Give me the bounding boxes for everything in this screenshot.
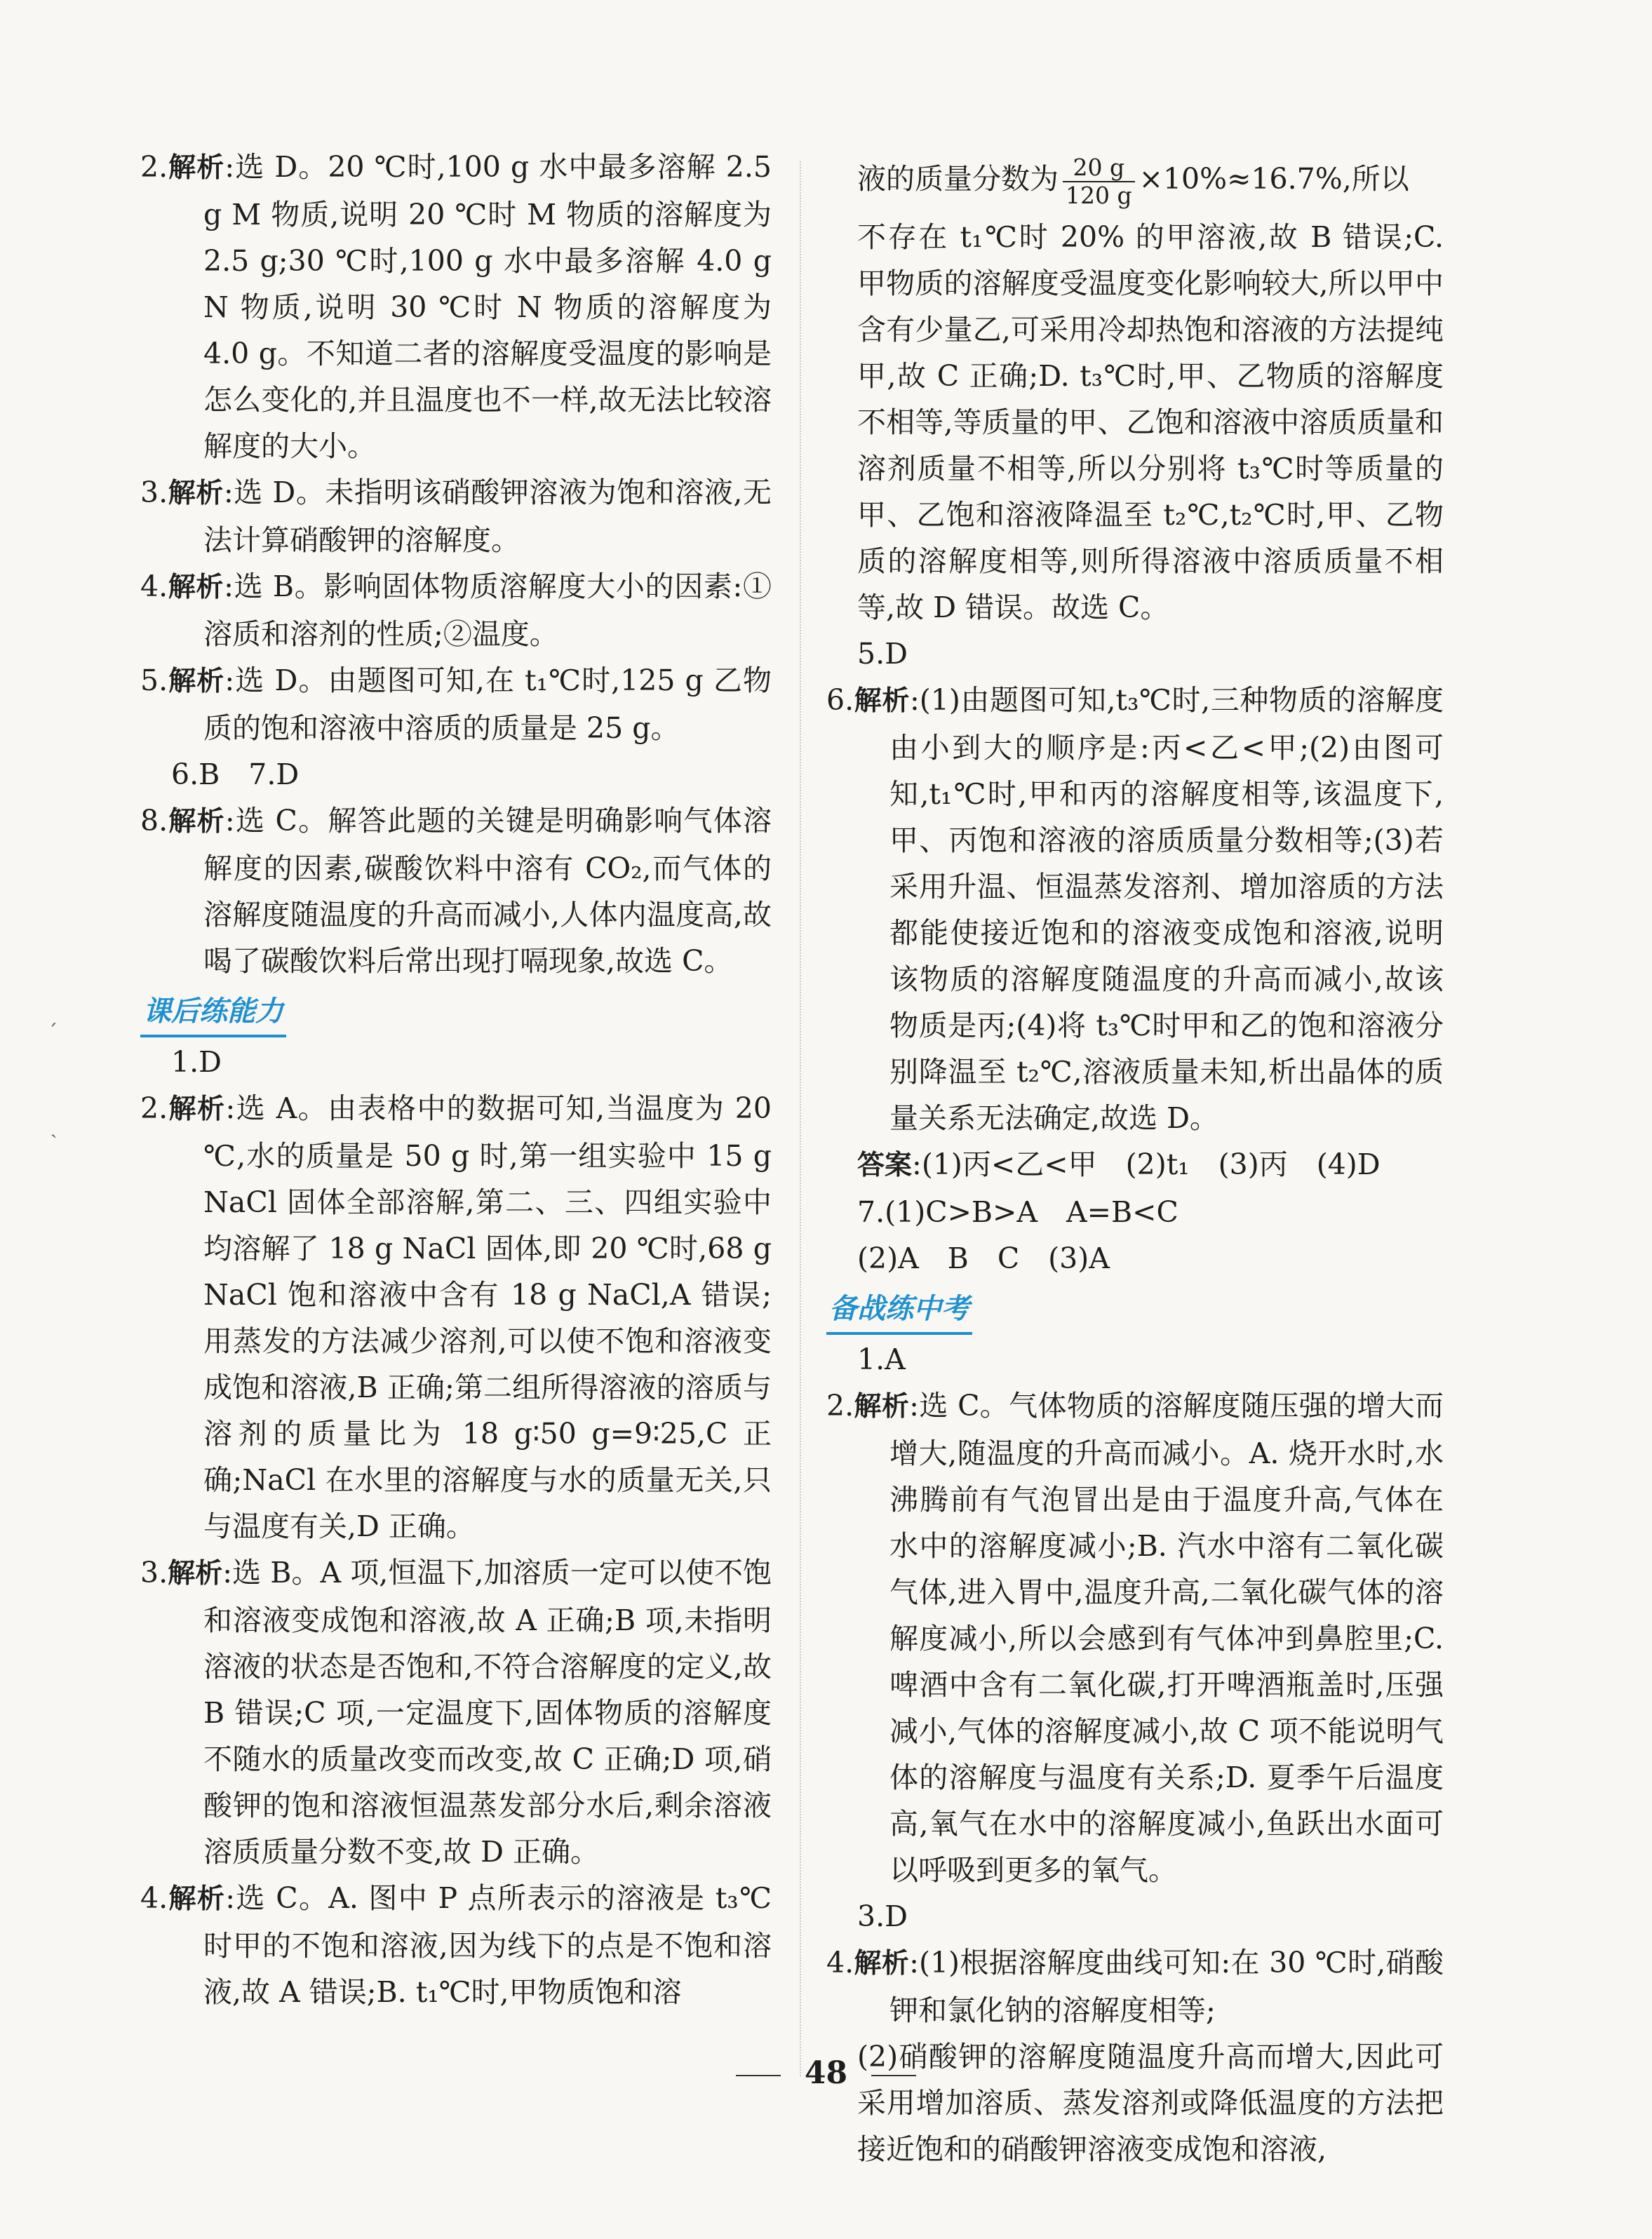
item-text: (1)由题图可知,t₃℃时,三种物质的溶解度由小到大的顺序是:丙<乙<甲;(2)由图可知,t₁℃时,甲和丙的溶解度相等,该温度下,甲、丙饱和溶液的溶质质量分数相等;(3)若采用升温、恒温蒸发溶剂、增加溶质的方法都能使接近饱和的溶液变成饱和溶液,说明该物质的溶解度随温度的升高而减小,故该物质是丙;(4)将 t₃℃时甲和乙的饱和溶液分别降温至 t₂℃,溶液质量未知,析出晶体的质量关系无法确定,故选 D。	[889, 683, 1444, 1135]
answer-item	[140, 1085, 772, 1549]
answer-line: 3.D	[857, 1900, 908, 1933]
label-separator: :	[909, 1946, 919, 1979]
answer-item	[826, 677, 1444, 1141]
answer-item	[140, 563, 772, 657]
label-separator: :	[224, 804, 235, 838]
item-text: 选 B。A 项,恒温下,加溶质一定可以使不饱和溶液变成饱和溶液,故 A 正确;B 项,未指明溶液的状态是否饱和,不符合溶解度的定义,故 B 错误;C 项,一定温度下,固体物质的溶解度不随水的质量改变而改变,故 C 正确;D 项,硝酸钾的饱和溶液恒温蒸发部分水后,剩余溶液溶质质量分数不变,故 D 正确。	[203, 1556, 772, 1869]
item-number: 3.	[140, 1556, 168, 1589]
label-separator: :	[223, 476, 234, 509]
item-number: 8.	[140, 804, 168, 838]
label-separator: :	[912, 1148, 922, 1181]
continued-text: 不存在 t₁℃时 20% 的甲溶液,故 B 错误;C. 甲物质的溶解度受温度变化影响较大,所以甲中含有少量乙,可采用冷却热饱和溶液的方法提纯甲,故 C 正确;D. t₃℃时,甲、乙物质的溶解度不相等,等质量的甲、乙饱和溶液中溶质质量和溶剂质量不相等,所以分别将 t₃℃时等质量的甲、乙饱和溶液降温至 t₂℃,t₂℃时,甲、乙物质的溶解度相等,则所得溶液中溶质质量不相等,故 D 错误。故选 C。	[857, 220, 1444, 624]
page-number-footer	[0, 2055, 1652, 2091]
answer-line: 5.D	[857, 637, 908, 671]
column-divider	[800, 161, 801, 2076]
item-label: 解析	[854, 1391, 910, 1423]
answer-line: 1.A	[857, 1343, 906, 1376]
item-label: 解析	[168, 1094, 226, 1125]
answer-item	[140, 1875, 772, 2015]
section-heading-wrap	[140, 984, 772, 1039]
item-text: 选 B。影响固体物质溶解度大小的因素:①溶质和溶剂的性质;②温度。	[203, 570, 772, 651]
item-number: 2.	[140, 1091, 168, 1125]
item-label: 解析	[168, 152, 225, 184]
item-number: 2.	[140, 150, 168, 184]
answer-item	[140, 798, 772, 984]
right-column	[826, 144, 1444, 2172]
answer-item	[140, 469, 772, 563]
page-number: 48	[804, 2055, 848, 2091]
item-number: 5.	[140, 664, 168, 697]
item-label: 解析	[168, 1883, 226, 1915]
answer-item	[140, 657, 772, 751]
item-text: 选 C。解答此题的关键是明确影响气体溶解度的因素,碳酸饮料中溶有 CO₂,而气体的溶解度随温度的升高而减小,人体内温度高,故喝了碳酸饮料后常出现打嗝现象,故选 C。	[203, 804, 772, 978]
label-separator: :	[909, 1389, 919, 1423]
final-answer	[826, 1141, 1444, 1189]
margin-mark: ˏ	[51, 1115, 58, 1138]
fraction-numerator: 20 g	[1063, 154, 1135, 182]
fraction-denominator: 120 g	[1066, 181, 1132, 209]
answer-label: 答案	[857, 1150, 913, 1181]
label-separator: :	[909, 683, 920, 717]
label-separator: :	[225, 1091, 236, 1125]
answer-text: (1)丙<乙<甲 (2)t₁ (3)丙 (4)D	[921, 1148, 1381, 1181]
label-separator: :	[222, 1556, 233, 1589]
fraction-line	[826, 144, 1444, 214]
section-heading: 课后练能力	[140, 988, 286, 1037]
item-text: 选 A。由表格中的数据可知,当温度为 20 ℃,水的质量是 50 g 时,第一组实验中 15 g NaCl 固体全部溶解,第二、三、四组实验中均溶解了 18 g NaCl 固体,即 20 ℃时,68 g NaCl 饱和溶液中含有 18 g NaCl,A 错误;用蒸发的方法减少溶剂,可以使不饱和溶液变成饱和溶液,B 正确;第二组所得溶液的溶质与溶剂的质量比为 18 g∶50 g=9∶25,C 正确;NaCl 在水里的溶解度与水的质量无关,只与温度有关,D 正确。	[203, 1091, 772, 1543]
item-label: 解析	[168, 1558, 223, 1589]
item-text: 选 C。气体物质的溶解度随压强的增大而增大,随温度的升高而减小。A. 烧开水时,水沸腾前有气泡冒出是由于温度升高,气体在水中的溶解度减小;B. 汽水中溶有二氧化碳气体,进入胃中,温度升高,二氧化碳气体的溶解度减小,所以会感到有气体冲到鼻腔里;C. 啤酒中含有二氧化碳,打开啤酒瓶盖时,压强减小,气体的溶解度减小,故 C 项不能说明气体的溶解度与温度有关系;D. 夏季午后温度高,氧气在水中的溶解度减小,鱼跃出水面可以呼吸到更多的氧气。	[889, 1389, 1444, 1887]
answer-item	[826, 1383, 1444, 1893]
item-number: 3.	[140, 476, 168, 509]
answer-item	[140, 1549, 772, 1875]
continued-text: (2)A B C (3)A	[857, 1242, 1110, 1275]
item-number: 4.	[140, 1881, 168, 1915]
continued-text: (2)硝酸钾的溶解度随温度升高而增大,因此可采用增加溶质、蒸发溶剂或降低温度的方法把接近饱和的硝酸钾溶液变成饱和溶液,	[857, 2040, 1444, 2166]
item-label: 解析	[168, 806, 225, 838]
label-separator: :	[224, 664, 235, 697]
item-text: 选 D。未指明该硝酸钾溶液为饱和溶液,无法计算硝酸钾的溶解度。	[203, 476, 772, 557]
item-label: 解析	[168, 572, 224, 603]
item-label: 解析	[854, 685, 910, 717]
margin-mark: ˊ	[48, 1021, 58, 1044]
item-text: 选 C。A. 图中 P 点所表示的溶液是 t₃℃时甲的不饱和溶液,因为线下的点是不饱和溶液,故 A 错误;B. t₁℃时,甲物质饱和溶	[203, 1881, 772, 2009]
item-number: 4.	[140, 570, 168, 603]
item-text: 选 D。由题图可知,在 t₁℃时,125 g 乙物质的饱和溶液中溶质的质量是 25 g。	[203, 664, 772, 745]
answer-item	[140, 144, 772, 469]
text-before-fraction: 液的质量分数为	[857, 162, 1059, 196]
footer-dash-left	[736, 2075, 781, 2076]
answer-item	[826, 1939, 1444, 2033]
item-number: 4.	[826, 1946, 854, 1979]
label-separator: :	[225, 1881, 236, 1915]
item-number: 2.	[826, 1389, 854, 1423]
footer-dash-right	[871, 2075, 916, 2076]
left-column	[140, 144, 772, 2015]
item-label: 解析	[168, 666, 225, 697]
item-label: 解析	[854, 1948, 910, 1979]
fraction	[1063, 154, 1135, 209]
answer-line: 1.D	[171, 1045, 222, 1079]
item-text: 选 D。20 ℃时,100 g 水中最多溶解 2.5 g M 物质,说明 20 ℃时 M 物质的溶解度为 2.5 g;30 ℃时,100 g 水中最多溶解 4.0 g N 物质,说明 30 ℃时 N 物质的溶解度为 4.0 g。不知道二者的溶解度受温度的影响是怎么变化的,并且温度也不一样,故无法比较溶解度的大小。	[203, 150, 772, 463]
section-heading: 备战练中考	[826, 1286, 972, 1335]
item-label: 解析	[168, 478, 224, 509]
label-separator: :	[224, 150, 235, 184]
item-text: (1)根据溶解度曲线可知:在 30 ℃时,硝酸钾和氯化钠的溶解度相等;	[889, 1946, 1444, 2027]
item-number: 6.	[826, 683, 854, 717]
text-after-fraction: ×10%≈16.7%,所以	[1139, 162, 1409, 196]
answer-line: 7.(1)C>B>A A=B<C	[857, 1195, 1178, 1229]
answer-line: 6.B 7.D	[171, 758, 300, 791]
label-separator: :	[224, 570, 234, 603]
section-heading-wrap	[826, 1282, 1444, 1336]
